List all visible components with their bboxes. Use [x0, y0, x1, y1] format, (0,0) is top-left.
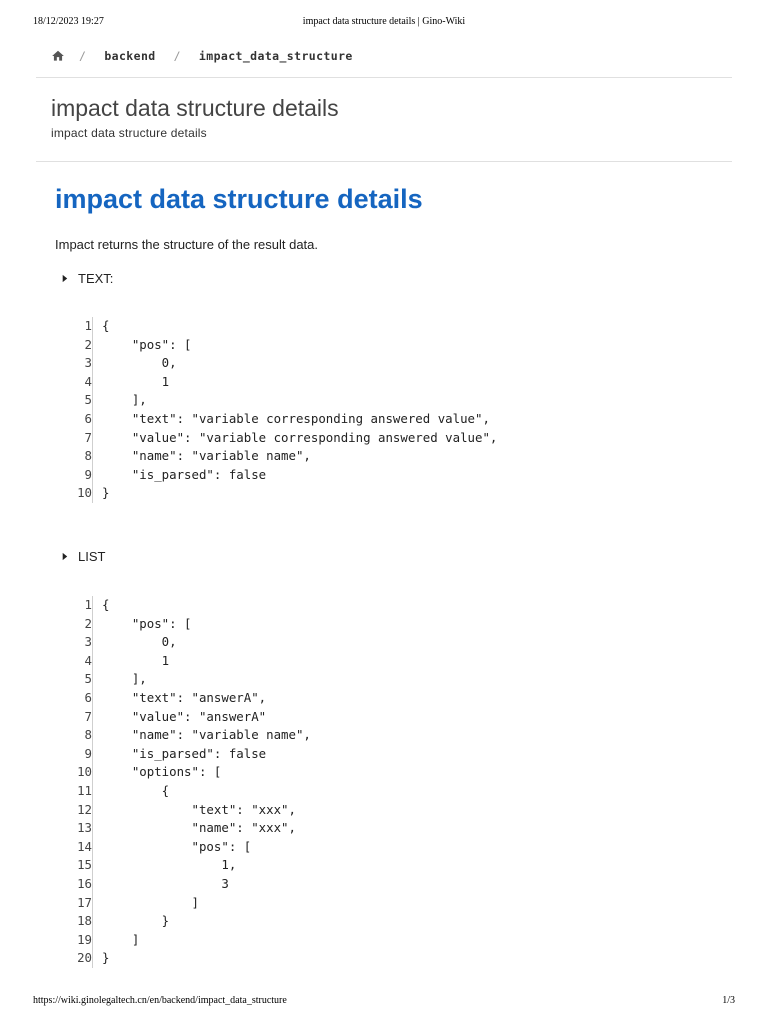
- line-number: 4: [84, 373, 92, 389]
- content-divider: [36, 161, 732, 162]
- line-number: 14: [77, 838, 92, 854]
- line-number: 2: [84, 615, 92, 631]
- line-number: 9: [84, 466, 92, 482]
- section-toggle-list[interactable]: [60, 549, 105, 564]
- code-line: "text": "xxx",: [102, 801, 296, 817]
- code-line: "value": "variable corresponding answered value",: [102, 429, 498, 445]
- code-line: {: [102, 318, 110, 333]
- line-number: 3: [84, 355, 92, 371]
- line-number: 5: [84, 671, 92, 687]
- line-number: 10: [77, 764, 92, 780]
- code-line: 1: [102, 373, 170, 389]
- page-title: impact data structure details: [51, 95, 339, 121]
- code-line: {: [102, 782, 170, 798]
- caret-right-icon: [60, 274, 69, 283]
- print-datetime: 18/12/2023 19:27: [33, 16, 104, 27]
- line-number: 6: [84, 689, 92, 705]
- breadcrumb-item-backend[interactable]: backend: [104, 49, 156, 63]
- code-line: ]: [102, 931, 140, 947]
- code-line: "name": "variable name",: [102, 448, 311, 464]
- code-line: "text": "variable corresponding answered value",: [102, 410, 490, 426]
- line-number: 18: [77, 913, 92, 929]
- intro-paragraph: Impact returns the structure of the result data.: [55, 237, 319, 252]
- breadcrumb: [51, 46, 371, 66]
- code-content: [102, 317, 497, 503]
- code-line: {: [102, 597, 110, 612]
- code-line: }: [102, 485, 110, 501]
- line-number: 13: [77, 820, 92, 836]
- code-block-text: [62, 317, 562, 503]
- code-content: [102, 596, 311, 968]
- print-url: https://wiki.ginolegaltech.cn/en/backend/impact_data_structure: [33, 995, 287, 1006]
- line-number: 5: [84, 392, 92, 408]
- page-subtitle: impact data structure details: [51, 126, 207, 140]
- print-header: [33, 16, 735, 30]
- line-number: 20: [77, 950, 92, 966]
- line-number: 8: [84, 727, 92, 743]
- line-number: 17: [77, 894, 92, 910]
- code-line: 0,: [102, 634, 177, 650]
- code-line: "name": "variable name",: [102, 727, 311, 743]
- code-line: "value": "answerA": [102, 708, 267, 724]
- code-line: 0,: [102, 355, 177, 371]
- line-number-gutter: [62, 317, 93, 503]
- code-line: }: [102, 950, 110, 966]
- line-number: 16: [77, 875, 92, 891]
- line-number: 4: [84, 652, 92, 668]
- line-number: 19: [77, 931, 92, 947]
- line-number: 2: [84, 336, 92, 352]
- line-number: 1: [84, 597, 92, 612]
- home-icon[interactable]: [51, 49, 65, 63]
- breadcrumb-separator: /: [79, 49, 87, 63]
- print-page-number: 1/3: [722, 995, 735, 1006]
- line-number: 1: [84, 318, 92, 333]
- print-footer: [33, 995, 735, 1009]
- code-line: "text": "answerA",: [102, 689, 267, 705]
- code-line: 1,: [102, 857, 237, 873]
- line-number: 6: [84, 410, 92, 426]
- print-page-title: impact data structure details | Gino-Wiki: [302, 16, 466, 27]
- header-divider: [36, 77, 732, 78]
- content-heading: impact data structure details: [55, 184, 423, 214]
- code-line: ],: [102, 392, 147, 408]
- code-line: ]: [102, 894, 199, 910]
- line-number: 15: [77, 857, 92, 873]
- code-line: "is_parsed": false: [102, 745, 267, 761]
- caret-right-icon: [60, 552, 69, 561]
- code-line: 3: [102, 875, 229, 891]
- section-label-text: TEXT:: [78, 271, 114, 286]
- line-number-gutter: [62, 596, 93, 968]
- line-number: 3: [84, 634, 92, 650]
- line-number: 10: [77, 485, 92, 501]
- code-block-list: [62, 596, 562, 968]
- code-line: }: [102, 913, 170, 929]
- line-number: 11: [77, 782, 92, 798]
- section-toggle-text[interactable]: [60, 271, 113, 286]
- breadcrumb-item-impact-data-structure[interactable]: impact_data_structure: [198, 49, 353, 63]
- breadcrumb-separator: /: [173, 49, 181, 63]
- code-line: 1: [102, 652, 170, 668]
- code-line: "pos": [: [102, 336, 192, 352]
- line-number: 7: [84, 708, 92, 724]
- code-line: "pos": [: [102, 615, 192, 631]
- line-number: 8: [84, 448, 92, 464]
- line-number: 7: [84, 429, 92, 445]
- line-number: 12: [77, 801, 92, 817]
- line-number: 9: [84, 745, 92, 761]
- code-line: "name": "xxx",: [102, 820, 296, 836]
- code-line: "pos": [: [102, 838, 252, 854]
- section-label-list: LIST: [78, 549, 106, 564]
- code-line: "options": [: [102, 764, 222, 780]
- code-line: "is_parsed": false: [102, 466, 267, 482]
- code-line: ],: [102, 671, 147, 687]
